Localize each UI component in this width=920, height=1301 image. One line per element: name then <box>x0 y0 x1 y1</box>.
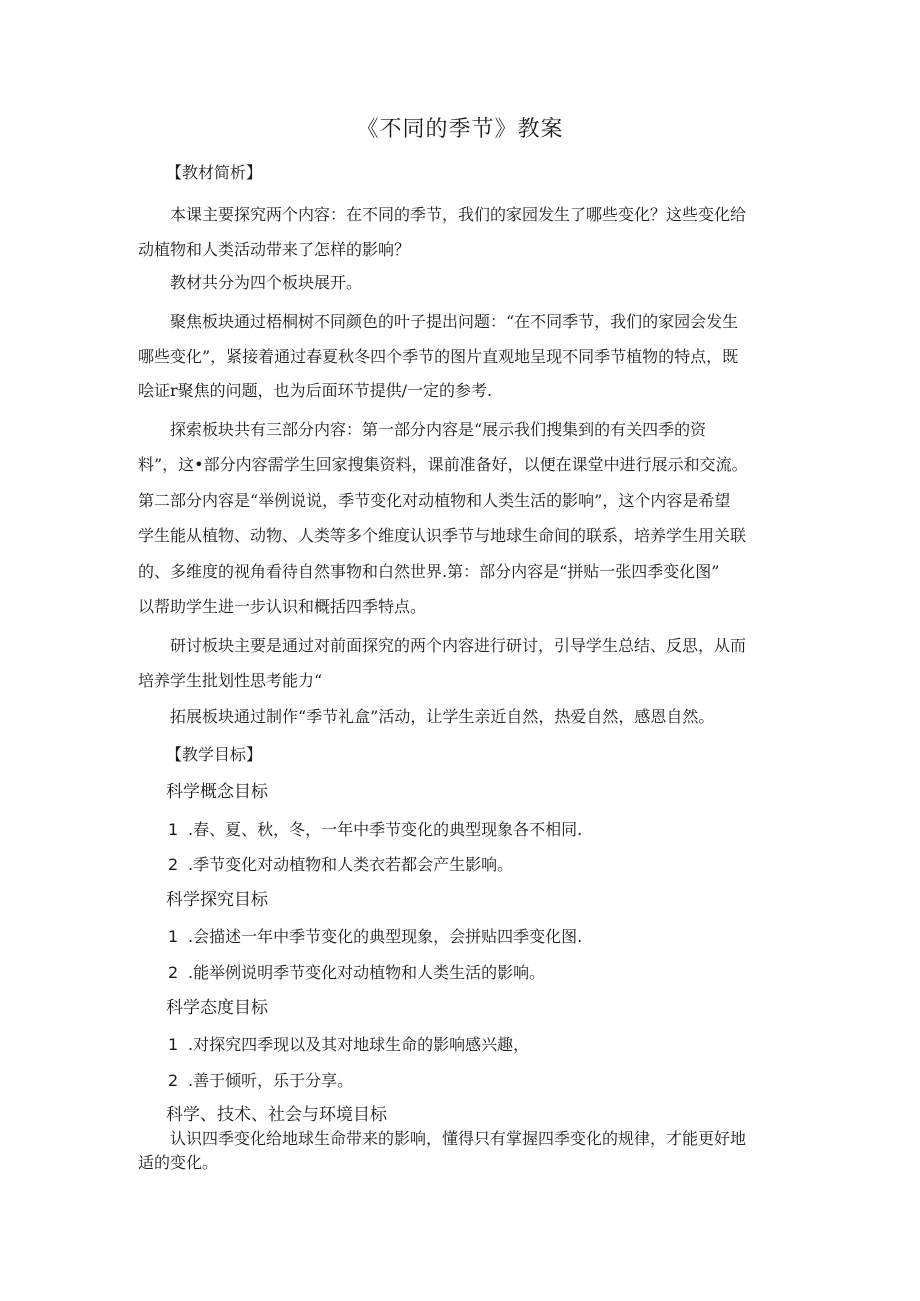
subheading-stse: 科学、技术、社会与环境目标 <box>166 1105 387 1125</box>
list-item: 1 .会描述一年中季节变化的典型现象，会拼贴四季变化图. <box>168 927 583 946</box>
paragraph-line: 培养学生批划性思考能力“ <box>138 671 323 690</box>
paragraph-line: 料”，这•部分内容需学生回家搜集资料，课前准备好，以便在课堂中进行展示和交流。 <box>138 455 748 474</box>
list-item: 2 .能举例说明季节变化对动植物和人类生活的影响。 <box>168 963 546 982</box>
paragraph-line: 第二部分内容是“举例说说，季节变化对动植物和人类生活的影响”，这个内容是希望 <box>138 491 731 510</box>
paragraph-line: 聚焦板块通过梧桐树不同颜色的叶子提出问题：“在不同季节，我们的家园会发生 <box>170 312 739 331</box>
list-item: 2 .季节变化对动植物和人类衣若都会产生影响。 <box>168 855 514 874</box>
paragraph-line: 学生能从植物、动物、人类等多个维度认识季节与地球生命间的联系，培养学生用关联 <box>138 526 747 545</box>
paragraph-line: 哙证r聚焦的问题，也为后面环节提供/一定的参考. <box>138 381 493 400</box>
paragraph-line: 认识四季变化给地球生命带来的影响，懂得只有掌握四季变化的规律，才能更好地 <box>170 1129 747 1148</box>
section-heading-objectives: 【教学目标】 <box>166 745 263 764</box>
paragraph-line: 探索板块共有三部分内容：第一部分内容是“展示我们搜集到的有关四季的资 <box>170 420 707 439</box>
list-item: 1 .春、夏、秋，冬，一年中季节变化的典型现象各不相同. <box>168 820 583 839</box>
subheading-attitude: 科学态度目标 <box>166 998 268 1018</box>
paragraph-line: 教材共分为四个板块展开。 <box>170 273 363 292</box>
subheading-concept: 科学概念目标 <box>166 782 268 802</box>
section-heading-analysis: 【教材简析】 <box>166 163 263 182</box>
paragraph-line: 拓展板块通过制作“季节礼盒”活动，让学生亲近自然，热爱自然，感恩自然。 <box>170 707 715 726</box>
paragraph-line: 动植物和人类活动带来了怎样的影响？ <box>138 240 411 259</box>
paragraph-line: 的、多维度的视角看待自然事物和白然世界.第：部分内容是“拼贴一张四季变化图” <box>138 562 720 581</box>
document-title: 《不同的季节》教案 <box>356 117 564 142</box>
list-item: 2 .善于倾听，乐于分享。 <box>168 1071 354 1090</box>
paragraph-line: 适的变化。 <box>138 1153 219 1172</box>
paragraph-line: 以帮助学生进一步认识和概括四季特点。 <box>138 597 427 616</box>
paragraph-line: 本课主要探究两个内容：在不同的季节，我们的家园发生了哪些变化？这些变化给 <box>170 205 747 224</box>
paragraph-line: 研讨板块主要是通过对前面探究的两个内容进行研讨，引导学生总结、反思，从而 <box>170 636 747 655</box>
subheading-inquiry: 科学探究目标 <box>166 890 268 910</box>
paragraph-line: 哪些变化”，紧接着通过春夏秋冬四个季节的图片直观地呈现不同季节植物的特点，既 <box>138 347 739 366</box>
list-item: 1 .对探究四季现以及其对地球生命的影响感兴趣， <box>168 1035 530 1054</box>
